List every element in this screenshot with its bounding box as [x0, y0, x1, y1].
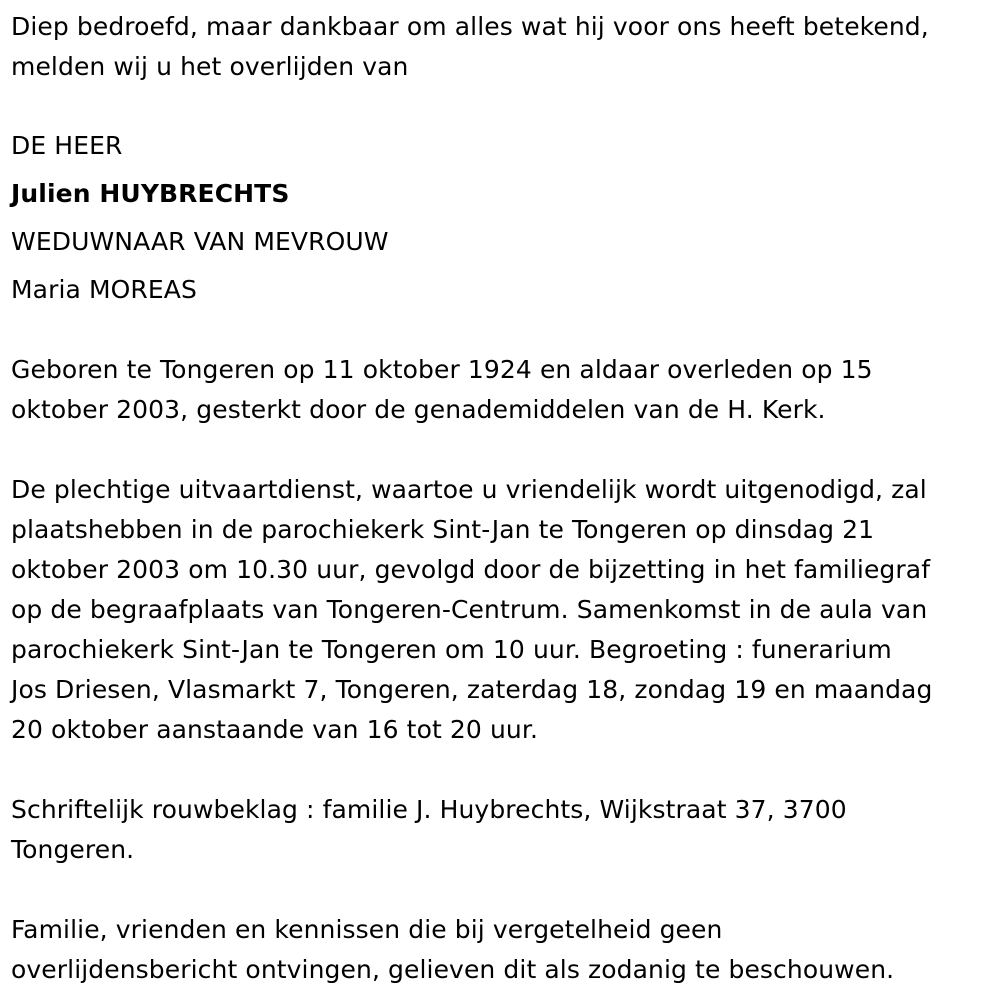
- condolences-line-1: Schriftelijk rouwbeklag : familie J. Huybrechts, Wijkstraat 37, 3700: [11, 795, 847, 824]
- funeral-line-2: plaatshebben in de parochiekerk Sint-Jan te Tongeren op dinsdag 21: [11, 515, 875, 544]
- closing-line-2: overlijdensbericht ontvingen, gelieven dit als zodanig te beschouwen.: [11, 955, 895, 984]
- funeral-line-7: 20 oktober aanstaande van 16 tot 20 uur.: [11, 715, 538, 744]
- funeral-line-5: parochiekerk Sint-Jan te Tongeren om 10 uur. Begroeting : funerarium: [11, 635, 892, 664]
- deceased-relation: WEDUWNAAR VAN MEVROUW: [11, 227, 389, 256]
- funeral-line-1: De plechtige uitvaartdienst, waartoe u vriendelijk wordt uitgenodigd, zal: [11, 475, 927, 504]
- deceased-name: Julien HUYBRECHTS: [11, 179, 290, 208]
- funeral-line-3: oktober 2003 om 10.30 uur, gevolgd door de bijzetting in het familiegraf: [11, 555, 931, 584]
- closing-line-1: Familie, vrienden en kennissen die bij vergetelheid geen: [11, 915, 723, 944]
- condolences-line-2: Tongeren.: [11, 835, 135, 864]
- intro-line-2: melden wij u het overlijden van: [11, 52, 409, 81]
- funeral-line-4: op de begraafplaats van Tongeren-Centrum. Samenkomst in de aula van: [11, 595, 928, 624]
- birth-death-line-2: oktober 2003, gesterkt door de genademiddelen van de H. Kerk.: [11, 395, 826, 424]
- spouse-name: Maria MOREAS: [11, 275, 197, 304]
- funeral-line-6: Jos Driesen, Vlasmarkt 7, Tongeren, zaterdag 18, zondag 19 en maandag: [11, 675, 933, 704]
- deceased-title: DE HEER: [11, 131, 123, 160]
- intro-line-1: Diep bedroefd, maar dankbaar om alles wat hij voor ons heeft betekend,: [11, 12, 929, 41]
- birth-death-line-1: Geboren te Tongeren op 11 oktober 1924 en aldaar overleden op 15: [11, 355, 873, 384]
